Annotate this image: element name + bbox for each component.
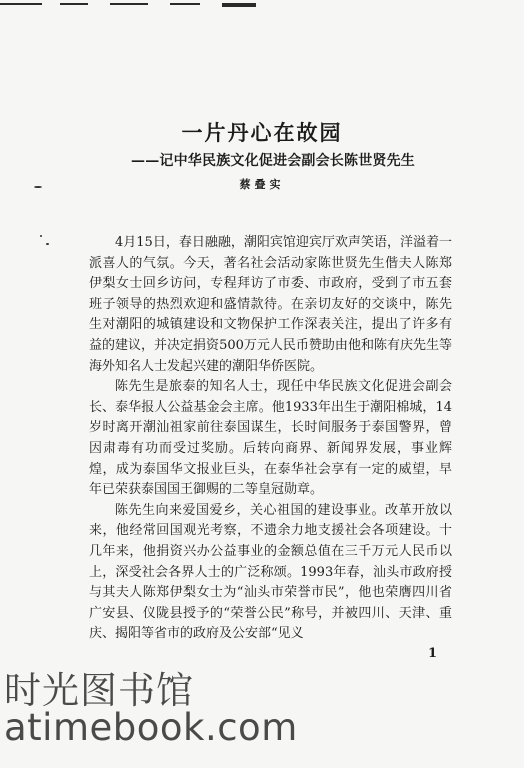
page-number: 1 (428, 646, 438, 661)
article-subtitle: ——记中华民族文化促进会副会长陈世贤先生 (131, 153, 415, 169)
scan-mark (60, 3, 88, 5)
scan-mark (110, 3, 148, 5)
scan-mark (0, 3, 42, 5)
scan-speck (46, 243, 49, 245)
article-author: 蔡叠实 (239, 178, 285, 191)
top-scan-marks (0, 0, 260, 10)
scan-speck (40, 235, 42, 237)
scan-mark (222, 3, 256, 7)
watermark-cn: 时光图书馆 (4, 669, 194, 712)
scan-mark (170, 3, 200, 5)
paragraph: 陈先生向来爱国爱乡，关心祖国的建设事业。改革开放以来，他经常回国观光考察，不遗余力地支援社会各项建设。十几年来，他捐资兴办公益事业的金额总值在三千万元人民币以上，深受社会各界人士的广泛称颂。1993年春，汕头市政府授与其夫人陈郑伊梨女士为“汕头市荣誉市民”，他也荣膺四川省广安县、仪陇县授予的“荣誉公民”称号，并被四川、天津、重庆、揭阳等省市的政府及公安部“见义 (89, 502, 452, 642)
article-body (89, 233, 452, 645)
paragraph: 4月15日，春日融融，潮阳宾馆迎宾厅欢声笑语，洋溢着一派喜人的气氛。今天，著名社会活动家陈世贤先生偕夫人陈郑伊梨女士回乡访问，专程拜访了市委、市政府，受到了市五套班子领导的热烈欢迎和盛情款待。在亲切友好的交谈中，陈先生对潮阳的城镇建设和文物保护工作深表关注，提出了许多有益的建议，并决定捐资500万元人民币赞助由他和陈有庆先生等海外知名人士发起兴建的潮阳华侨医院。 (89, 235, 452, 374)
scan-speck (34, 186, 42, 188)
paragraph: 陈先生是旅泰的知名人士，现任中华民族文化促进会副会长、泰华报人公益基金会主席。他1933年出生于潮阳棉城，14岁时离开潮汕祖家前往泰国谋生，长时间服务于泰国警界，曾因肃毒有功而受过奖励。后转向商界、新闻界发展，事业辉煌，成为泰国华文报业巨头，在泰华社会享有一定的威望，早年已荣获泰国国王御赐的二等皇冠勋章。 (89, 379, 452, 498)
watermark-en: atimebook.com (4, 706, 298, 749)
article-title: 一片丹心在故园 (181, 120, 343, 145)
